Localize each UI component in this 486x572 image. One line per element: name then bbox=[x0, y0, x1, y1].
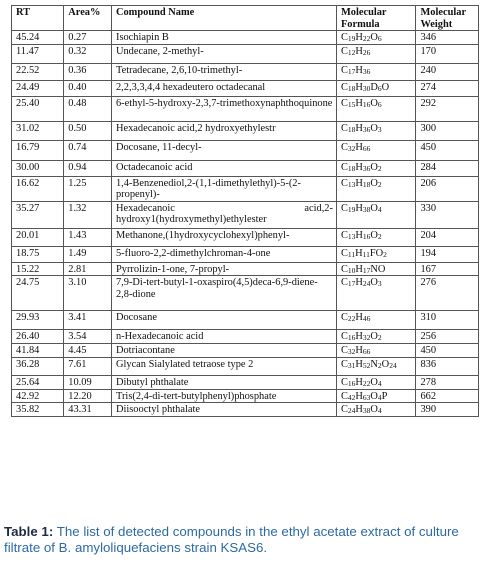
table-header-row bbox=[12, 6, 479, 31]
molecular-weight-cell: 284 bbox=[416, 160, 479, 176]
formula-subscript: 16 bbox=[347, 378, 356, 388]
table-row bbox=[12, 330, 479, 344]
area-cell: 12.20 bbox=[64, 389, 112, 403]
formula-subscript: 42 bbox=[347, 392, 356, 402]
molecular-weight-cell: 274 bbox=[416, 80, 479, 96]
formula-subscript: 13 bbox=[347, 179, 356, 189]
compound-name-cell: 1,4-Benzenediol,2-(1,1-dimethylethyl)-5-(2-propenyl)- bbox=[111, 176, 336, 201]
formula-subscript: 17 bbox=[347, 66, 356, 76]
formula-cell bbox=[336, 201, 416, 228]
table-row bbox=[12, 344, 479, 358]
area-cell: 0.48 bbox=[64, 96, 112, 121]
formula-subscript: 6 bbox=[377, 99, 382, 109]
formula-cell bbox=[336, 176, 416, 201]
formula-element: O bbox=[370, 229, 378, 241]
compound-name-cell: Undecane, 2-methyl- bbox=[111, 44, 336, 63]
rt-cell: 29.93 bbox=[12, 311, 64, 330]
compound-name-cell: Octadecanoic acid bbox=[111, 160, 336, 176]
formula-element: C bbox=[340, 277, 348, 288]
area-cell: 3.41 bbox=[64, 311, 112, 330]
area-cell: 1.25 bbox=[64, 176, 112, 201]
table-row bbox=[12, 160, 479, 176]
formula-element: C bbox=[340, 97, 348, 109]
compound-table-container bbox=[11, 5, 479, 417]
compound-name-cell: Docosane bbox=[111, 311, 336, 330]
molecular-weight-cell: 450 bbox=[416, 140, 479, 160]
formula-element: H bbox=[355, 32, 363, 43]
header-rt: RT bbox=[12, 6, 64, 31]
formula-element: O bbox=[370, 32, 378, 43]
formula-element: H bbox=[355, 177, 363, 189]
formula-cell bbox=[336, 246, 416, 262]
compound-name-cell: 6-ethyl-5-hydroxy-2,3,7-trimethoxynaphthoquinone bbox=[111, 96, 336, 121]
formula-element: O bbox=[370, 404, 378, 415]
rt-cell: 18.75 bbox=[12, 246, 64, 262]
area-cell: 43.31 bbox=[64, 403, 112, 417]
formula-subscript: 6 bbox=[377, 83, 382, 93]
area-cell: 0.36 bbox=[64, 63, 112, 80]
compound-name-cell: 7,9-Di-tert-butyl-1-oxaspiro(4,5)deca-6,9-diene-2,8-dione bbox=[111, 276, 336, 311]
formula-subscript: 32 bbox=[347, 347, 356, 356]
formula-element: H bbox=[355, 161, 363, 173]
formula-element: H bbox=[355, 331, 363, 342]
area-cell: 2.81 bbox=[64, 262, 112, 276]
area-cell: 0.32 bbox=[64, 44, 112, 63]
formula-cell bbox=[336, 228, 416, 246]
formula-cell bbox=[336, 140, 416, 160]
formula-cell bbox=[336, 262, 416, 276]
area-cell: 1.49 bbox=[64, 246, 112, 262]
table-body bbox=[12, 31, 479, 417]
formula-subscript: 18 bbox=[347, 124, 356, 134]
formula-subscript: 10 bbox=[347, 265, 356, 275]
formula-subscript: 2 bbox=[377, 179, 382, 189]
formula-element: C bbox=[340, 141, 348, 153]
formula-element: FO bbox=[369, 247, 384, 259]
formula-subscript: 3 bbox=[377, 279, 382, 288]
formula-subscript: 38 bbox=[362, 204, 371, 214]
formula-subscript: 22 bbox=[347, 314, 356, 323]
formula-element: C bbox=[340, 312, 348, 323]
table-row bbox=[12, 121, 479, 140]
molecular-weight-cell: 450 bbox=[416, 344, 479, 358]
rt-cell: 36.28 bbox=[12, 357, 64, 375]
formula-subscript: 31 bbox=[347, 360, 356, 370]
formula-cell bbox=[336, 389, 416, 403]
formula-element: O bbox=[370, 376, 378, 388]
table-row bbox=[12, 389, 479, 403]
formula-subscript: 2 bbox=[377, 360, 382, 370]
formula-subscript: 36 bbox=[362, 163, 371, 173]
molecular-weight-cell: 300 bbox=[416, 121, 479, 140]
formula-subscript: 19 bbox=[347, 204, 356, 214]
area-cell: 1.32 bbox=[64, 201, 112, 228]
formula-element: C bbox=[340, 345, 348, 356]
formula-cell bbox=[336, 403, 416, 417]
rt-cell: 41.84 bbox=[12, 344, 64, 358]
compound-name-cell: 5-fluoro-2,2-dimethylchroman-4-one bbox=[111, 246, 336, 262]
formula-cell bbox=[336, 96, 416, 121]
formula-element: C bbox=[340, 358, 348, 370]
compound-name-cell: Hexadecanoic acid,2-hydroxy1(hydroxymethyl)ethylester bbox=[111, 201, 336, 228]
formula-element: C bbox=[340, 177, 348, 189]
compound-table bbox=[11, 5, 479, 417]
formula-element: H bbox=[355, 229, 363, 241]
formula-element: H bbox=[355, 312, 363, 323]
compound-name-cell: Dotriacontane bbox=[111, 344, 336, 358]
formula-subscript: 66 bbox=[362, 143, 371, 153]
compound-name-cell: Dibutyl phthalate bbox=[111, 375, 336, 389]
compound-name-cell: Glycan Sialylated tetraose type 2 bbox=[111, 357, 336, 375]
formula-cell bbox=[336, 63, 416, 80]
molecular-weight-cell: 194 bbox=[416, 246, 479, 262]
formula-subscript: 15 bbox=[347, 99, 356, 109]
formula-subscript: 13 bbox=[347, 231, 356, 241]
area-cell: 3.10 bbox=[64, 276, 112, 311]
formula-subscript: 4 bbox=[377, 204, 382, 214]
formula-element: C bbox=[340, 247, 348, 259]
table-row bbox=[12, 140, 479, 160]
formula-cell bbox=[336, 330, 416, 344]
formula-element: N bbox=[370, 358, 378, 370]
formula-subscript: 32 bbox=[347, 143, 356, 153]
formula-subscript: 2 bbox=[377, 163, 382, 173]
compound-name-cell: Diisooctyl phthalate bbox=[111, 403, 336, 417]
compound-name-cell: Methanone,(1hydroxycyclohexyl)phenyl- bbox=[111, 228, 336, 246]
formula-element: C bbox=[340, 229, 348, 241]
table-row bbox=[12, 176, 479, 201]
table-row bbox=[12, 357, 479, 375]
formula-subscript: 32 bbox=[362, 333, 371, 342]
area-cell: 7.61 bbox=[64, 357, 112, 375]
formula-subscript: 16 bbox=[347, 333, 356, 342]
formula-element: H bbox=[355, 122, 363, 134]
rt-cell: 35.27 bbox=[12, 201, 64, 228]
formula-element: C bbox=[340, 32, 348, 43]
formula-element: C bbox=[340, 202, 348, 214]
table-row bbox=[12, 80, 479, 96]
formula-element: H bbox=[355, 97, 363, 109]
formula-element: C bbox=[340, 64, 348, 76]
formula-element: C bbox=[340, 161, 348, 173]
area-cell: 0.40 bbox=[64, 80, 112, 96]
formula-element: O bbox=[370, 390, 378, 402]
rt-cell: 26.40 bbox=[12, 330, 64, 344]
formula-element: O bbox=[370, 202, 378, 214]
formula-element: H bbox=[355, 263, 363, 275]
compound-name-cell: Docosane, 11-decyl- bbox=[111, 140, 336, 160]
header-molecular-formula: Molecular Formula bbox=[336, 6, 416, 31]
formula-subscript: 18 bbox=[362, 179, 371, 189]
molecular-weight-cell: 292 bbox=[416, 96, 479, 121]
formula-subscript: 16 bbox=[362, 99, 371, 109]
rt-cell: 11.47 bbox=[12, 44, 64, 63]
formula-subscript: 2 bbox=[377, 333, 382, 342]
molecular-weight-cell: 167 bbox=[416, 262, 479, 276]
formula-element: H bbox=[355, 81, 363, 93]
formula-subscript: 17 bbox=[362, 265, 371, 275]
molecular-weight-cell: 240 bbox=[416, 63, 479, 80]
rt-cell: 16.62 bbox=[12, 176, 64, 201]
formula-element: NO bbox=[370, 263, 386, 275]
formula-cell bbox=[336, 121, 416, 140]
header-molecular-weight: Molecular Weight bbox=[416, 6, 479, 31]
formula-subscript: 66 bbox=[362, 347, 371, 356]
formula-element: O bbox=[370, 177, 378, 189]
formula-subscript: 19 bbox=[347, 34, 356, 43]
table-row bbox=[12, 403, 479, 417]
table-row bbox=[12, 44, 479, 63]
formula-subscript: 4 bbox=[377, 406, 382, 415]
compound-name-cell: Tetradecane, 2,6,10-trimethyl- bbox=[111, 63, 336, 80]
formula-subscript: 30 bbox=[362, 83, 371, 93]
compound-name-cell: Isochiapin B bbox=[111, 31, 336, 45]
formula-element: C bbox=[340, 331, 348, 342]
compound-name-cell: Hexadecanoic acid,2 hydroxyethylestr bbox=[111, 121, 336, 140]
formula-subscript: 24 bbox=[362, 279, 371, 288]
formula-subscript: 4 bbox=[377, 392, 382, 402]
molecular-weight-cell: 310 bbox=[416, 311, 479, 330]
rt-cell: 16.79 bbox=[12, 140, 64, 160]
caption-text: The list of detected compounds in the ethyl acetate extract of culture filtrate of B. amyloliquefaciens strain KSAS6. bbox=[4, 524, 459, 555]
formula-cell bbox=[336, 160, 416, 176]
formula-cell bbox=[336, 357, 416, 375]
formula-cell bbox=[336, 31, 416, 45]
rt-cell: 22.52 bbox=[12, 63, 64, 80]
area-cell: 4.45 bbox=[64, 344, 112, 358]
formula-subscript: 18 bbox=[347, 163, 356, 173]
molecular-weight-cell: 390 bbox=[416, 403, 479, 417]
formula-element: H bbox=[355, 277, 363, 288]
table-caption bbox=[4, 524, 480, 556]
table-row bbox=[12, 262, 479, 276]
header-compound-name: Compound Name bbox=[111, 6, 336, 31]
formula-subscript: 4 bbox=[377, 378, 382, 388]
rt-cell: 15.22 bbox=[12, 262, 64, 276]
formula-element: H bbox=[355, 45, 363, 57]
area-cell: 1.43 bbox=[64, 228, 112, 246]
molecular-weight-cell: 256 bbox=[416, 330, 479, 344]
formula-element: C bbox=[340, 390, 348, 402]
formula-subscript: 2 bbox=[377, 231, 382, 241]
formula-element: C bbox=[340, 45, 348, 57]
header-area: Area% bbox=[64, 6, 112, 31]
table-row bbox=[12, 31, 479, 45]
formula-subscript: 11 bbox=[347, 249, 356, 259]
molecular-weight-cell: 206 bbox=[416, 176, 479, 201]
formula-subscript: 11 bbox=[362, 249, 370, 259]
table-row bbox=[12, 276, 479, 311]
formula-element: H bbox=[355, 358, 363, 370]
rt-cell: 35.82 bbox=[12, 403, 64, 417]
formula-element: H bbox=[355, 404, 363, 415]
formula-subscript: 2 bbox=[383, 249, 387, 259]
table-row bbox=[12, 311, 479, 330]
formula-subscript: 36 bbox=[362, 124, 371, 134]
formula-cell bbox=[336, 80, 416, 96]
formula-element: H bbox=[355, 390, 363, 402]
formula-element: O bbox=[370, 97, 378, 109]
area-cell: 0.94 bbox=[64, 160, 112, 176]
rt-cell: 25.40 bbox=[12, 96, 64, 121]
formula-subscript: 16 bbox=[362, 231, 371, 241]
formula-element: H bbox=[355, 376, 363, 388]
area-cell: 0.74 bbox=[64, 140, 112, 160]
table-row bbox=[12, 63, 479, 80]
molecular-weight-cell: 662 bbox=[416, 389, 479, 403]
formula-subscript: 22 bbox=[362, 378, 371, 388]
formula-element: O bbox=[381, 81, 390, 93]
formula-subscript: 24 bbox=[347, 406, 356, 415]
formula-element: C bbox=[340, 404, 348, 415]
formula-cell bbox=[336, 344, 416, 358]
rt-cell: 24.75 bbox=[12, 276, 64, 311]
rt-cell: 25.64 bbox=[12, 375, 64, 389]
formula-subscript: 46 bbox=[362, 314, 371, 323]
formula-element: O bbox=[370, 122, 378, 134]
formula-cell bbox=[336, 44, 416, 63]
formula-subscript: 3 bbox=[377, 124, 382, 134]
formula-element: H bbox=[355, 345, 363, 356]
area-cell: 3.54 bbox=[64, 330, 112, 344]
formula-element: C bbox=[340, 122, 348, 134]
formula-subscript: 6 bbox=[377, 34, 382, 43]
formula-element: H bbox=[355, 64, 363, 76]
formula-subscript: 22 bbox=[362, 34, 371, 43]
rt-cell: 20.01 bbox=[12, 228, 64, 246]
rt-cell: 24.49 bbox=[12, 80, 64, 96]
formula-element: H bbox=[355, 141, 363, 153]
formula-element: H bbox=[355, 247, 363, 259]
molecular-weight-cell: 170 bbox=[416, 44, 479, 63]
area-cell: 0.50 bbox=[64, 121, 112, 140]
molecular-weight-cell: 278 bbox=[416, 375, 479, 389]
formula-element: O bbox=[381, 358, 390, 370]
formula-cell bbox=[336, 311, 416, 330]
formula-subscript: 52 bbox=[362, 360, 371, 370]
table-row bbox=[12, 96, 479, 121]
rt-cell: 31.02 bbox=[12, 121, 64, 140]
formula-element: H bbox=[355, 202, 363, 214]
compound-name-cell: 2,2,3,3,4,4 hexadeutero octadecanal bbox=[111, 80, 336, 96]
formula-cell bbox=[336, 375, 416, 389]
molecular-weight-cell: 204 bbox=[416, 228, 479, 246]
formula-element: O bbox=[370, 277, 378, 288]
formula-element: D bbox=[370, 81, 378, 93]
table-row bbox=[12, 201, 479, 228]
table-row bbox=[12, 375, 479, 389]
formula-subscript: 12 bbox=[347, 47, 356, 57]
formula-element: P bbox=[381, 390, 388, 402]
formula-subscript: 24 bbox=[389, 360, 397, 370]
area-cell: 0.27 bbox=[64, 31, 112, 45]
formula-element: O bbox=[370, 161, 378, 173]
rt-cell: 30.00 bbox=[12, 160, 64, 176]
formula-element: C bbox=[340, 81, 348, 93]
table-row bbox=[12, 228, 479, 246]
formula-subscript: 26 bbox=[362, 47, 371, 57]
molecular-weight-cell: 330 bbox=[416, 201, 479, 228]
rt-cell: 45.24 bbox=[12, 31, 64, 45]
caption-label: Table 1: bbox=[4, 524, 54, 539]
rt-cell: 42.92 bbox=[12, 389, 64, 403]
formula-element: C bbox=[340, 263, 348, 275]
formula-cell bbox=[336, 276, 416, 311]
formula-element: O bbox=[370, 331, 378, 342]
molecular-weight-cell: 836 bbox=[416, 357, 479, 375]
compound-name-cell: n-Hexadecanoic acid bbox=[111, 330, 336, 344]
formula-subscript: 38 bbox=[362, 406, 371, 415]
molecular-weight-cell: 276 bbox=[416, 276, 479, 311]
formula-subscript: 36 bbox=[362, 66, 371, 76]
formula-element: C bbox=[340, 376, 348, 388]
molecular-weight-cell: 346 bbox=[416, 31, 479, 45]
table-row bbox=[12, 246, 479, 262]
formula-subscript: 63 bbox=[362, 392, 371, 402]
formula-subscript: 18 bbox=[347, 83, 356, 93]
formula-subscript: 17 bbox=[347, 279, 356, 288]
area-cell: 10.09 bbox=[64, 375, 112, 389]
compound-name-cell: Pyrrolizin-1-one, 7-propyl- bbox=[111, 262, 336, 276]
compound-name-cell: Tris(2,4-di-tert-butylphenyl)phosphate bbox=[111, 389, 336, 403]
